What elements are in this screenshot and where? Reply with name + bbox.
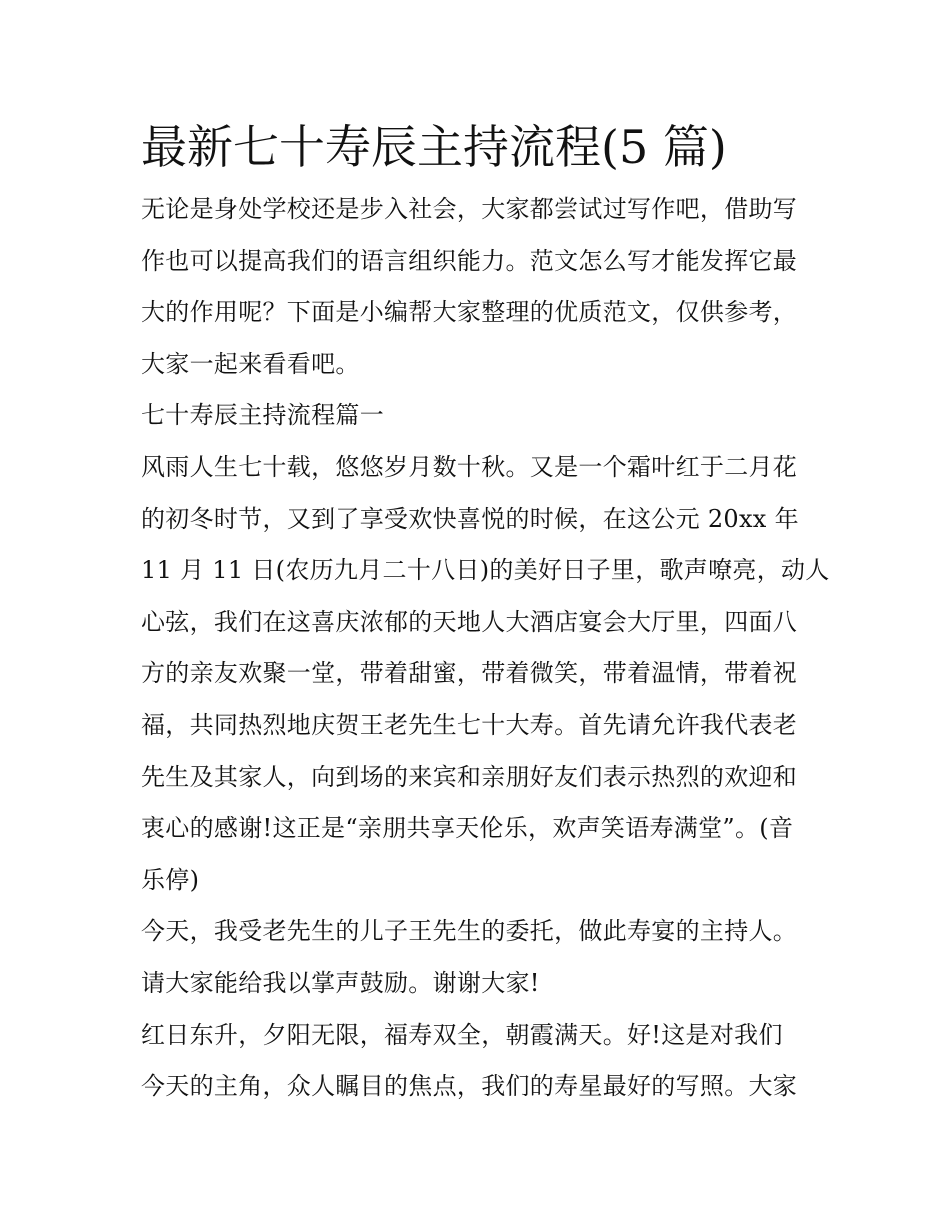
- body-line: 的初冬时节，又到了享受欢快喜悦的时候，在这公元 20xx 年: [141, 504, 799, 533]
- body-line: 先生及其家人，向到场的来宾和亲朋好友们表示热烈的欢迎和: [141, 762, 798, 791]
- body-line: 11 月 11 日(农历九月二十八日)的美好日子里，歌声嘹亮，动人: [141, 556, 830, 585]
- body-line: 心弦，我们在这喜庆浓郁的天地人大酒店宴会大厅里，四面八: [141, 607, 798, 636]
- body-line: 红日东升，夕阳无限，福寿双全，朝霞满天。好!这是对我们: [141, 1020, 783, 1049]
- body-line: 大的作用呢？下面是小编帮大家整理的优质范文，仅供参考，: [141, 298, 798, 327]
- body-line: 风雨人生七十载，悠悠岁月数十秋。又是一个霜叶红于二月花: [141, 452, 798, 481]
- body-line: 方的亲友欢聚一堂，带着甜蜜，带着微笑，带着温情，带着祝: [141, 659, 798, 688]
- section-heading: 七十寿辰主持流程篇一: [141, 401, 384, 430]
- body-line: 福，共同热烈地庆贺王老先生七十大寿。首先请允许我代表老: [141, 710, 798, 739]
- body-line: 今天，我受老先生的儿子王先生的委托，做此寿宴的主持人。: [141, 917, 798, 946]
- document-page: [141, 112, 830, 1113]
- body-line: 衷心的感谢!这正是“亲朋共享天伦乐，欢声笑语寿满堂”。(音: [141, 814, 794, 843]
- body-line: 乐停): [141, 865, 200, 894]
- body-line: 大家一起来看看吧。: [141, 349, 360, 378]
- body-line: 无论是身处学校还是步入社会，大家都尝试过写作吧，借助写: [141, 195, 798, 223]
- document-body: [141, 184, 830, 1113]
- document-title: 最新七十寿辰主持流程(5 篇): [141, 120, 727, 174]
- body-line: 作也可以提高我们的语言组织能力。范文怎么写才能发挥它最: [141, 246, 798, 275]
- body-line: 今天的主角，众人瞩目的焦点，我们的寿星最好的写照。大家: [141, 1072, 798, 1101]
- body-line: 请大家能给我以掌声鼓励。谢谢大家!: [141, 968, 540, 997]
